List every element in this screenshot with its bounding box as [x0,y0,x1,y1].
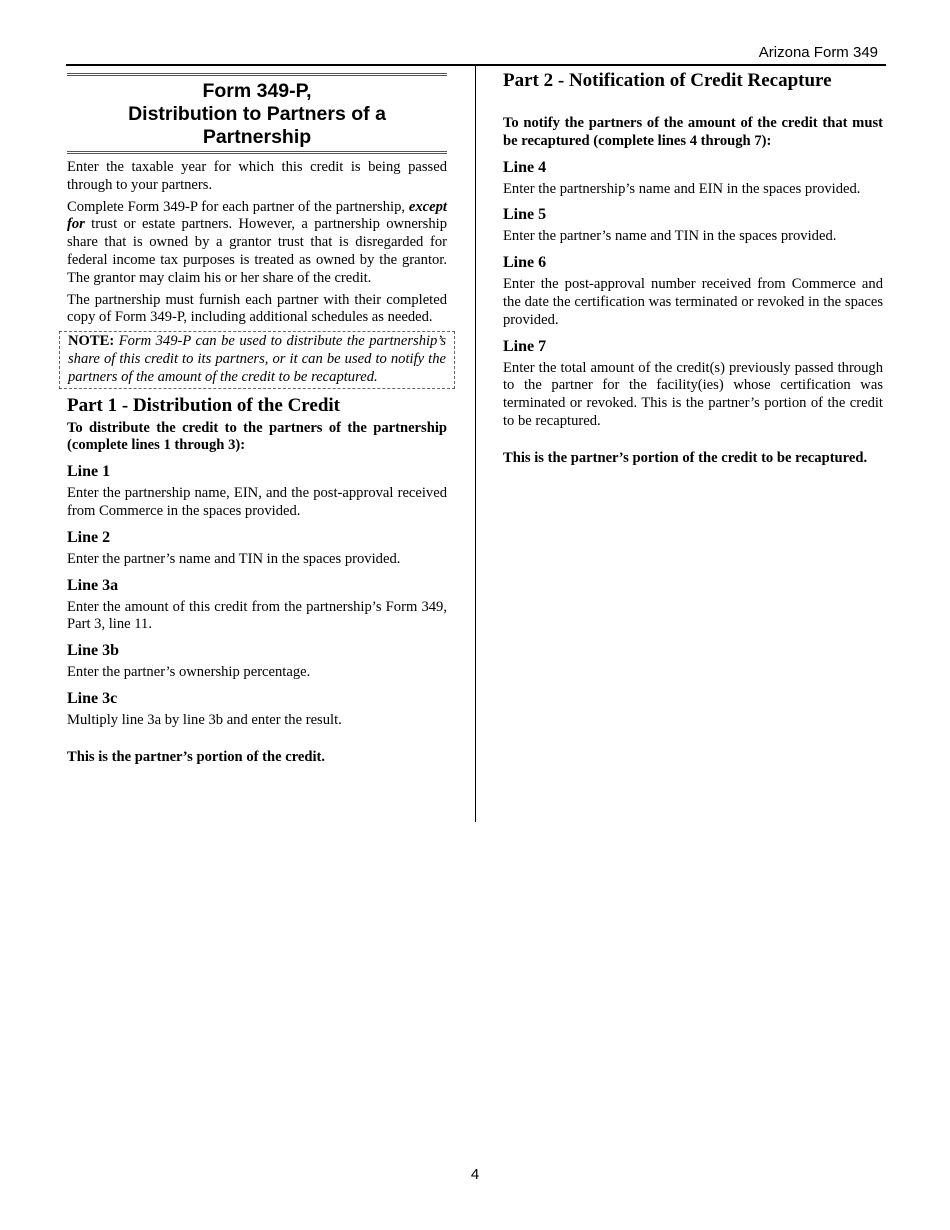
taxable-year-paragraph: Enter the taxable year for which this credit is being passed through to your partners. [67,159,447,193]
part1-closing: This is the partner’s portion of the credit. [67,748,326,765]
line-6-text: Enter the post-approval number received from Commerce and the date the certification was terminated or revoked in the spaces provided. [503,276,883,328]
note-text: Form 349-P can be used to distribute the partnership’s share of this credit to its partners, or it can be used to notify the partners of the amount of the credit to be recaptured. [68,333,446,385]
line-2-text: Enter the partner’s name and TIN in the spaces provided. [67,550,401,567]
line-3c-heading: Line 3c [67,689,118,707]
form-title [67,73,447,154]
left-column [67,66,447,767]
complete-form-text-start: Complete Form 349-P for each partner of the partnership, [67,198,409,215]
line-1-heading: Line 1 [67,463,111,481]
line-6-heading: Line 6 [503,254,547,272]
complete-form-text-end: trust or estate partners. However, a partnership ownership share that is owned by a grantor trust that is disregarded for federal income tax purposes is treated as owned by the grantor. The grantor may claim his or her share of the credit. [67,216,447,286]
note-label: NOTE: [68,333,115,350]
page-number: 4 [470,1166,480,1183]
title-line-3: Partnership [202,126,312,148]
part2-heading: Part 2 - Notification of Credit Recapture [503,70,832,91]
furnish-paragraph: The partnership must furnish each partner with their completed copy of Form 349-P, including additional schedules as needed. [67,291,447,326]
line-7-text: Enter the total amount of the credit(s) previously passed through to the partner for the facility(ies) whose certification was terminated or revoked. This is the partner’s portion of the credit to be recaptured. [503,359,883,429]
part2-closing: This is the partner’s portion of the credit to be recaptured. [503,449,868,466]
form-label: Arizona Form 349 [758,44,878,61]
part2-intro: To notify the partners of the amount of the credit that must be recaptured (complete lines 4 through 7): [503,115,883,149]
title-line-2: Distribution to Partners of a [128,103,386,125]
line-3b-text: Enter the partner’s ownership percentage. [67,664,311,681]
part1-heading: Part 1 - Distribution of the Credit [67,394,341,416]
title-line-1: Form 349-P, [202,80,312,102]
except-for-emphasis: except for [67,198,447,233]
line-3b-heading: Line 3b [67,642,120,660]
line-1-text: Enter the partnership name, EIN, and the post-approval received from Commerce in the spaces provided. [67,485,447,519]
column-divider [475,66,476,822]
line-4-text: Enter the partnership’s name and EIN in the spaces provided. [503,180,861,197]
line-3c-text: Multiply line 3a by line 3b and enter the result. [67,711,342,728]
line-3a-heading: Line 3a [67,576,119,594]
complete-form-paragraph [67,199,447,288]
line-4-heading: Line 4 [503,158,547,176]
line-3a-text: Enter the amount of this credit from the partnership’s Form 349, Part 3, line 11. [67,598,447,633]
note-box [59,331,455,388]
part1-intro: To distribute the credit to the partners of the partnership (complete lines 1 through 3): [67,419,447,454]
right-column [503,66,883,468]
line-5-text: Enter the partner’s name and TIN in the spaces provided. [503,228,837,245]
line-5-heading: Line 5 [503,206,547,224]
line-2-heading: Line 2 [67,528,111,546]
line-7-heading: Line 7 [503,337,547,355]
